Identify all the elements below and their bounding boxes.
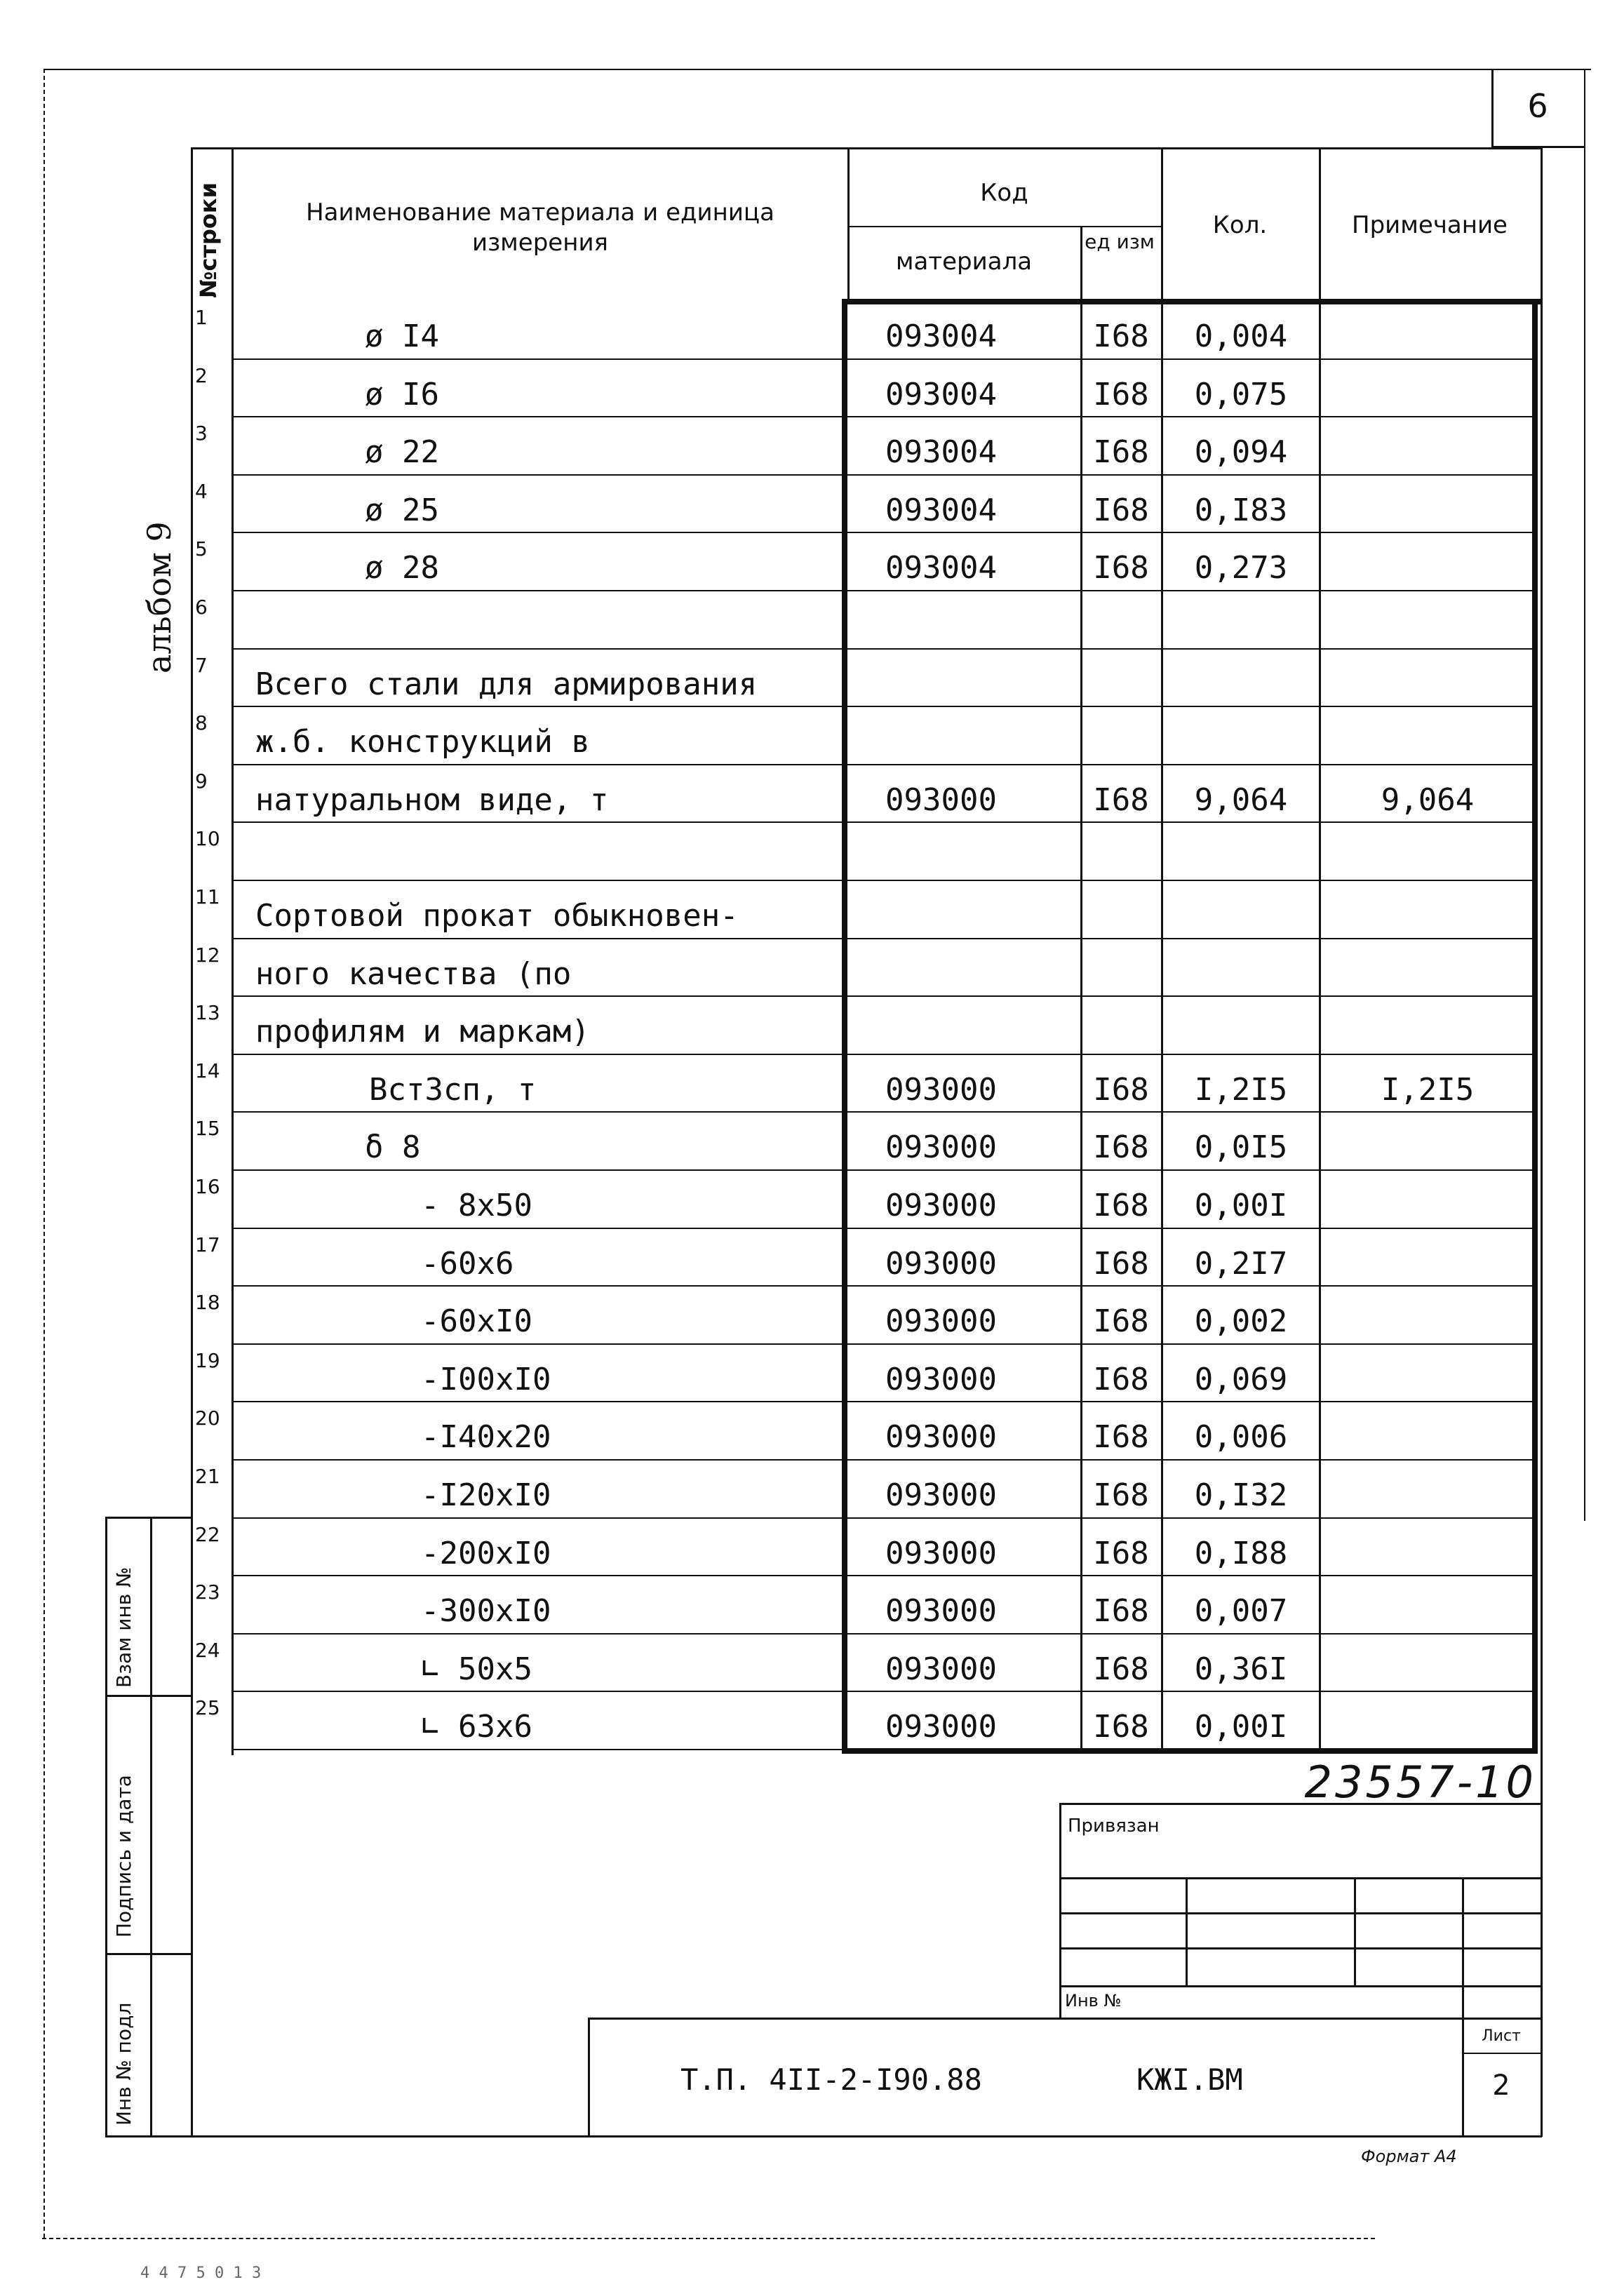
row-number: 24: [195, 1638, 220, 1662]
cell-qty: 9,064: [1194, 781, 1288, 818]
material-name: -200xI0: [421, 1535, 551, 1571]
cell-qty: 0,I32: [1194, 1477, 1288, 1513]
cell-mat: 093000: [885, 781, 997, 818]
material-name: ø 28: [365, 550, 439, 586]
cell-unit: I68: [1093, 1245, 1149, 1282]
material-name: -60x6: [421, 1245, 514, 1282]
row-number: 2: [195, 363, 208, 387]
stamp-code: КЖI.ВМ: [1136, 2062, 1243, 2097]
cell-unit: I68: [1093, 781, 1149, 818]
row-rule: [231, 764, 1538, 765]
row-number: 20: [195, 1407, 220, 1430]
material-name: ø 25: [365, 492, 439, 528]
cell-mat: 093000: [885, 1303, 997, 1340]
row-rule: [231, 358, 1538, 360]
cell-unit: I68: [1093, 550, 1149, 586]
cell-qty: 0,094: [1194, 434, 1288, 471]
cell-mat: 093004: [885, 550, 997, 586]
row-number: 25: [195, 1696, 220, 1720]
material-name: Вст3сп, т: [369, 1071, 537, 1108]
cell-qty: 0,00I: [1194, 1188, 1288, 1223]
cell-qty: 0,006: [1194, 1419, 1288, 1456]
row-rule: [231, 1111, 1538, 1113]
cell-unit: I68: [1093, 1535, 1149, 1571]
cell-qty: 0,273: [1194, 550, 1288, 586]
cell-unit: I68: [1093, 1188, 1149, 1223]
row-rule: [231, 1749, 1538, 1750]
cell-qty: 0,00I: [1194, 1709, 1288, 1745]
row-number: 23: [195, 1580, 220, 1604]
row-rule: [231, 706, 1538, 707]
material-name: ø 22: [365, 434, 439, 471]
format-label: Формат А4: [1361, 2147, 1457, 2166]
material-name: - 8x50: [421, 1188, 532, 1223]
page-number: 6: [1527, 87, 1548, 125]
stamp-inv-no: Инв №: [1065, 1991, 1122, 2011]
header-qty: Кол.: [1212, 211, 1268, 239]
cell-unit: I68: [1093, 1419, 1149, 1456]
material-name: -I40x20: [421, 1419, 551, 1456]
cell-mat: 093004: [885, 318, 997, 354]
row-rule: [231, 1691, 1538, 1692]
cell-qty: 0,007: [1194, 1593, 1288, 1630]
header-code: Код: [980, 179, 1028, 207]
stamp-designation: Т.П. 4II-2-I90.88: [680, 2062, 982, 2097]
row-number: 7: [195, 653, 208, 677]
row-number: 15: [195, 1117, 220, 1141]
cell-mat: 093004: [885, 376, 997, 412]
cell-mat: 093000: [885, 1477, 997, 1513]
cell-unit: I68: [1093, 492, 1149, 528]
material-name: Всего стали для армирования: [255, 666, 758, 702]
cell-unit: I68: [1093, 1709, 1149, 1745]
cell-note: I,2I5: [1381, 1071, 1475, 1108]
cell-qty: 0,002: [1194, 1303, 1288, 1340]
row-rule: [231, 1459, 1538, 1461]
material-name: ø I6: [365, 376, 439, 412]
row-rule: [231, 821, 1538, 823]
cell-unit: I68: [1093, 1593, 1149, 1630]
material-name: ж.б. конструкций в: [255, 724, 590, 760]
material-name: Сортовой прокат обыкновен-: [255, 898, 739, 934]
row-rule: [231, 1575, 1538, 1576]
cell-unit: I68: [1093, 376, 1149, 412]
cell-unit: I68: [1093, 1129, 1149, 1166]
material-name: -I20xI0: [421, 1477, 551, 1513]
material-name: натуральном виде, т: [255, 781, 609, 818]
row-number: 18: [195, 1291, 220, 1315]
cell-unit: I68: [1093, 1651, 1149, 1687]
cell-mat: 093000: [885, 1129, 997, 1166]
cell-mat: 093000: [885, 1593, 997, 1630]
row-number: 3: [195, 422, 208, 445]
material-name: профилям и маркам): [255, 1014, 590, 1050]
row-number: 17: [195, 1233, 220, 1256]
row-number: 11: [195, 885, 220, 908]
cell-note: 9,064: [1381, 781, 1475, 818]
cell-unit: I68: [1093, 1071, 1149, 1108]
row-rule: [231, 1285, 1538, 1287]
row-number: 19: [195, 1348, 220, 1372]
material-name: ø I4: [365, 318, 439, 354]
row-rule: [231, 880, 1538, 881]
row-number: 12: [195, 943, 220, 967]
row-number: 4: [195, 479, 208, 503]
stamp-privyazan: Привязан: [1068, 1815, 1160, 1837]
cell-unit: I68: [1093, 1303, 1149, 1340]
material-name: -I00xI0: [421, 1361, 551, 1397]
header-code-unit: ед изм: [1085, 230, 1155, 253]
stamp-sheet-label: Лист: [1482, 2027, 1521, 2045]
row-number: 5: [195, 537, 208, 561]
cell-unit: I68: [1093, 434, 1149, 471]
material-name: ного качества (по: [255, 955, 572, 992]
cell-qty: I,2I5: [1194, 1071, 1288, 1108]
row-rule: [231, 1054, 1538, 1055]
row-number: 10: [195, 827, 220, 851]
cell-qty: 0,I88: [1194, 1535, 1288, 1571]
material-name: ∟ 63x6: [421, 1709, 532, 1745]
material-name: -300xI0: [421, 1593, 551, 1630]
cell-mat: 093000: [885, 1535, 997, 1571]
cell-qty: 0,2I7: [1194, 1245, 1288, 1282]
row-number: 6: [195, 596, 208, 619]
header-name: Наименование материала и единица измерения: [306, 199, 774, 257]
row-rule: [231, 474, 1538, 476]
stamp-sheet-number: 2: [1492, 2069, 1510, 2102]
cell-qty: 0,069: [1194, 1361, 1288, 1397]
material-name: ∟ 50x5: [421, 1651, 532, 1687]
side-label-inv-podl: Инв № подл: [112, 2002, 135, 2126]
row-number: 8: [195, 711, 208, 735]
row-rule: [231, 1228, 1538, 1229]
cell-unit: I68: [1093, 318, 1149, 354]
cell-mat: 093000: [885, 1709, 997, 1745]
bottom-scribble: 4 4 7 5 0 1 3: [140, 2264, 262, 2282]
material-name: δ 8: [365, 1129, 421, 1166]
cell-mat: 093004: [885, 492, 997, 528]
cell-mat: 093004: [885, 434, 997, 471]
row-number: 16: [195, 1175, 220, 1198]
row-rule: [231, 532, 1538, 533]
cell-qty: 0,I83: [1194, 492, 1288, 528]
row-rule: [231, 995, 1538, 997]
row-rule: [231, 938, 1538, 939]
album-label: альбом 9: [140, 521, 178, 673]
row-number: 1: [195, 306, 208, 329]
row-rule: [231, 1517, 1538, 1519]
cell-qty: 0,004: [1194, 318, 1288, 354]
row-number: 22: [195, 1522, 220, 1546]
cell-mat: 093000: [885, 1651, 997, 1687]
row-rule: [231, 648, 1538, 650]
cell-qty: 0,0I5: [1194, 1129, 1288, 1166]
material-name: -60xI0: [421, 1303, 532, 1340]
header-note: Примечание: [1352, 211, 1508, 239]
row-rule: [231, 416, 1538, 417]
row-number: 14: [195, 1059, 220, 1082]
row-rule: [231, 590, 1538, 591]
side-label-podpis: Подпись и дата: [112, 1775, 135, 1938]
document-number: 23557-10: [1304, 1757, 1536, 1808]
cell-unit: I68: [1093, 1477, 1149, 1513]
row-rule: [231, 1169, 1538, 1171]
cell-mat: 093000: [885, 1188, 997, 1223]
row-rule: [231, 1401, 1538, 1402]
row-number: 9: [195, 769, 208, 793]
header-code-material: материала: [895, 248, 1033, 276]
cell-qty: 0,36I: [1194, 1651, 1288, 1687]
cell-mat: 093000: [885, 1071, 997, 1108]
side-label-vzam: Взам инв №: [112, 1566, 135, 1688]
header-row-no: №строки: [195, 182, 222, 298]
row-rule: [231, 1633, 1538, 1635]
cell-mat: 093000: [885, 1245, 997, 1282]
cell-unit: I68: [1093, 1361, 1149, 1397]
row-number: 21: [195, 1465, 220, 1488]
row-rule: [231, 1343, 1538, 1345]
row-number: 13: [195, 1001, 220, 1025]
cell-mat: 093000: [885, 1419, 997, 1456]
cell-mat: 093000: [885, 1361, 997, 1397]
cell-qty: 0,075: [1194, 376, 1288, 412]
